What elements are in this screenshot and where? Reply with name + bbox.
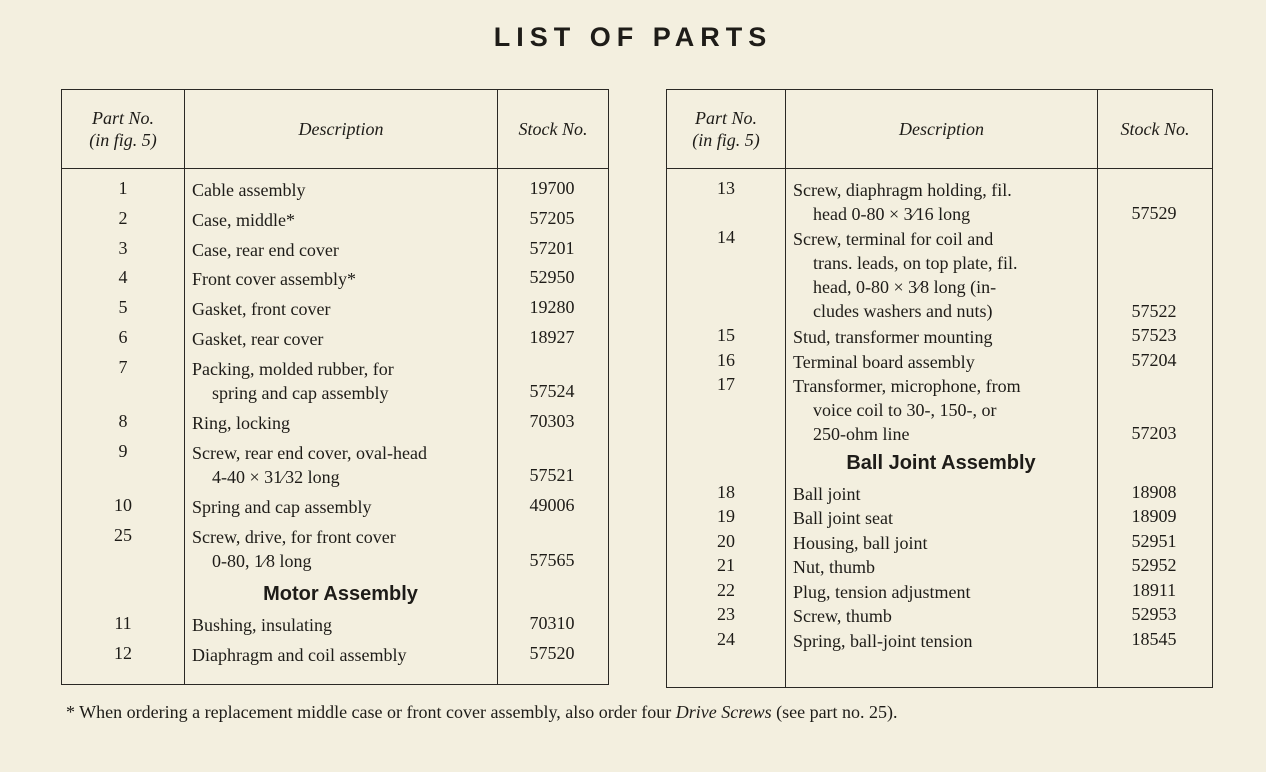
part-number: 12: [114, 643, 132, 664]
part-description: [793, 178, 1091, 226]
part-description: [793, 325, 1091, 349]
table-row: [667, 580, 1212, 605]
table-body: [667, 169, 1212, 687]
part-description: [192, 327, 491, 351]
part-number: 10: [114, 495, 132, 516]
part-number: 20: [717, 530, 735, 551]
part-description: [192, 411, 491, 435]
table-row: [62, 495, 608, 520]
part-number: 5: [118, 297, 128, 318]
description-line: 250-ohm line: [813, 424, 910, 444]
description-line: Plug, tension adjustment: [793, 581, 971, 602]
part-number: 13: [717, 178, 735, 198]
stock-number: 19700: [529, 178, 575, 198]
part-description: [192, 613, 491, 637]
description-line: Case, middle*: [192, 209, 295, 230]
part-description: [793, 629, 1091, 653]
header-part-no: Part No. (in fig. 5): [89, 108, 157, 150]
description-line: Packing, molded rubber, for: [192, 358, 394, 379]
stock-number: 57521: [529, 465, 575, 486]
description-line: Screw, thumb: [793, 606, 892, 626]
part-description: [192, 267, 491, 291]
part-number: 2: [118, 207, 128, 228]
part-number: 9: [118, 440, 128, 461]
description-line: Screw, diaphragm holding, fil.: [793, 180, 1012, 200]
part-description: [793, 227, 1091, 323]
table-row: [667, 629, 1212, 654]
description-line: head 0-80 × 3⁄16 long: [813, 204, 971, 224]
description-line: Front cover assembly*: [192, 269, 356, 290]
page-title: LIST OF PARTS: [493, 22, 773, 52]
table-row: [62, 411, 608, 436]
part-description: [192, 297, 491, 321]
header-part-no: Part No. (in fig. 5): [692, 108, 760, 150]
part-number: 18: [717, 481, 735, 502]
table-row: [62, 613, 608, 638]
stock-number: 57203: [1131, 423, 1177, 443]
part-number: 17: [717, 374, 735, 394]
header-description: Description: [298, 119, 384, 139]
header-stock-no: Stock No.: [1120, 119, 1190, 139]
table-row: [667, 178, 1212, 227]
table-row: [667, 482, 1212, 507]
part-description: [192, 178, 491, 202]
table-row: [62, 441, 608, 490]
footnote: * When ordering a replacement middle case or front cover assembly, also order four Drive Screws (see part no. 25).: [66, 702, 898, 722]
description-line: head, 0-80 × 3⁄8 long (in-: [813, 277, 997, 297]
description-line: Bushing, insulating: [192, 615, 333, 636]
table-row: [62, 178, 608, 203]
stock-number: 18927: [529, 327, 575, 347]
parts-table-left: [61, 89, 609, 685]
part-number: 21: [717, 555, 735, 575]
part-number: 24: [717, 628, 735, 649]
description-line: voice coil to 30-, 150-, or: [813, 400, 997, 420]
description-line: Ball joint: [793, 483, 861, 504]
description-line: trans. leads, on top plate, fil.: [813, 253, 1018, 273]
stock-number: 52950: [529, 267, 575, 288]
part-number: 4: [118, 267, 128, 288]
table-row: [667, 325, 1212, 350]
parts-table-right: [666, 89, 1213, 688]
table-row: [62, 643, 608, 668]
table-row: [667, 531, 1212, 556]
section-title: Motor Assembly: [263, 583, 418, 606]
stock-number: 18908: [1131, 481, 1177, 502]
part-description: [192, 525, 491, 573]
section-title: Ball Joint Assembly: [846, 451, 1036, 474]
stock-number: 70303: [529, 411, 575, 432]
description-line: Spring, ball-joint tension: [793, 630, 973, 651]
description-line: Screw, drive, for front cover: [192, 527, 396, 547]
part-description: [793, 604, 1091, 628]
stock-number: 57529: [1131, 202, 1177, 223]
stock-number: 52952: [1131, 555, 1177, 575]
part-number: 6: [118, 327, 128, 347]
stock-number: 57522: [1131, 300, 1177, 321]
part-number: 11: [114, 613, 132, 634]
description-line: Transformer, microphone, from: [793, 376, 1021, 396]
description-line: cludes washers and nuts): [813, 301, 993, 321]
part-description: [793, 506, 1091, 530]
description-line: Cable assembly: [192, 180, 306, 200]
description-line: Screw, rear end cover, oval-head: [192, 442, 427, 463]
description-line: 4-40 × 31⁄32 long: [212, 466, 340, 487]
description-line: Ball joint seat: [793, 508, 893, 528]
table-row: [62, 208, 608, 233]
stock-number: 52953: [1131, 604, 1177, 624]
table-row: [62, 297, 608, 322]
description-line: spring and cap assembly: [212, 382, 389, 403]
stock-number: 57205: [529, 207, 575, 228]
part-description: [192, 441, 491, 489]
part-number: 23: [717, 604, 735, 624]
part-number: 16: [717, 349, 735, 370]
stock-number: 57523: [1131, 325, 1177, 345]
part-description: [192, 238, 491, 262]
table-row: [62, 238, 608, 263]
part-description: [793, 531, 1091, 555]
header-description: Description: [899, 119, 984, 139]
description-line: Gasket, rear cover: [192, 329, 324, 349]
part-number: 19: [717, 506, 735, 526]
part-description: [192, 208, 491, 232]
part-description: [192, 495, 491, 519]
description-line: Spring and cap assembly: [192, 497, 372, 518]
part-description: [793, 374, 1091, 446]
part-number: 1: [118, 178, 128, 198]
part-number: 22: [717, 579, 735, 600]
description-line: Screw, terminal for coil and: [793, 229, 994, 249]
table-row: [62, 357, 608, 406]
stock-number: 19280: [529, 297, 575, 318]
table-body: [62, 169, 608, 684]
table-row: [62, 327, 608, 352]
description-line: Case, rear end cover: [192, 239, 339, 260]
part-number: 7: [118, 356, 128, 377]
description-line: 0-80, 1⁄8 long: [212, 551, 312, 571]
part-number: 3: [118, 237, 128, 258]
description-line: Stud, transformer mounting: [793, 327, 993, 347]
table-row: [667, 555, 1212, 580]
part-description: [793, 555, 1091, 579]
part-number: 8: [118, 411, 128, 432]
part-description: [793, 482, 1091, 506]
part-description: [793, 580, 1091, 604]
stock-number: 18909: [1131, 506, 1177, 526]
description-line: Housing, ball joint: [793, 532, 928, 553]
description-line: Gasket, front cover: [192, 299, 331, 320]
part-number: 15: [717, 325, 735, 345]
table-row: [62, 525, 608, 574]
stock-number: 49006: [529, 495, 575, 516]
stock-number: 57565: [529, 549, 575, 570]
part-number: 14: [717, 227, 735, 247]
part-number: 25: [114, 525, 132, 545]
description-line: Ring, locking: [192, 413, 290, 434]
table-row: [62, 267, 608, 292]
stock-number: 70310: [529, 613, 575, 634]
description-line: Nut, thumb: [793, 557, 876, 577]
stock-number: 18911: [1131, 579, 1177, 600]
part-description: [192, 357, 491, 405]
stock-number: 57204: [1131, 349, 1177, 370]
description-line: Terminal board assembly: [793, 351, 975, 372]
stock-number: 57520: [529, 643, 575, 664]
table-row: [667, 350, 1212, 375]
part-description: [793, 350, 1091, 374]
stock-number: 52951: [1131, 530, 1177, 551]
stock-number: 57524: [529, 381, 575, 402]
table-row: [667, 604, 1212, 629]
table-row: [667, 227, 1212, 325]
table-row: [667, 374, 1212, 448]
stock-number: 18545: [1131, 628, 1177, 649]
header-stock-no: Stock No.: [518, 119, 588, 139]
part-description: [192, 643, 491, 667]
table-row: [667, 506, 1212, 531]
stock-number: 57201: [529, 237, 575, 258]
description-line: Diaphragm and coil assembly: [192, 645, 407, 666]
